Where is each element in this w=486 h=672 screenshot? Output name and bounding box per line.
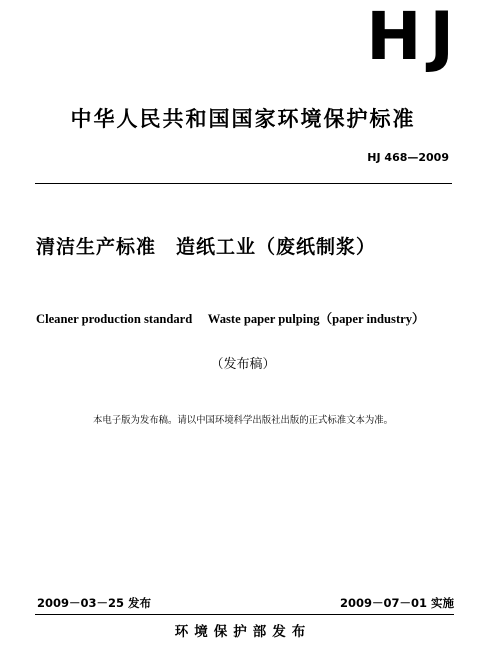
standard-number: HJ 468—2009	[367, 151, 449, 164]
electronic-version-notice: 本电子版为发布稿。请以中国环境科学出版社出版的正式标准文本为准。	[92, 415, 393, 426]
footer-divider	[35, 614, 454, 615]
standard-category: 中华人民共和国国家环境保护标准	[70, 107, 416, 131]
draft-label: （发布稿）	[210, 357, 276, 372]
title-chinese: 清洁生产标准 造纸工业（废纸制浆）	[36, 236, 377, 258]
issue-date: 2009－03－25 发布	[37, 596, 152, 610]
title-english: Cleaner production standard Waste paper pulping（paper industry）	[36, 312, 425, 326]
hj-logo: HJ	[366, 0, 462, 75]
publisher: 环境保护部发布	[174, 624, 312, 640]
implementation-date: 2009－07－01 实施	[339, 596, 454, 610]
header-divider	[35, 183, 452, 184]
